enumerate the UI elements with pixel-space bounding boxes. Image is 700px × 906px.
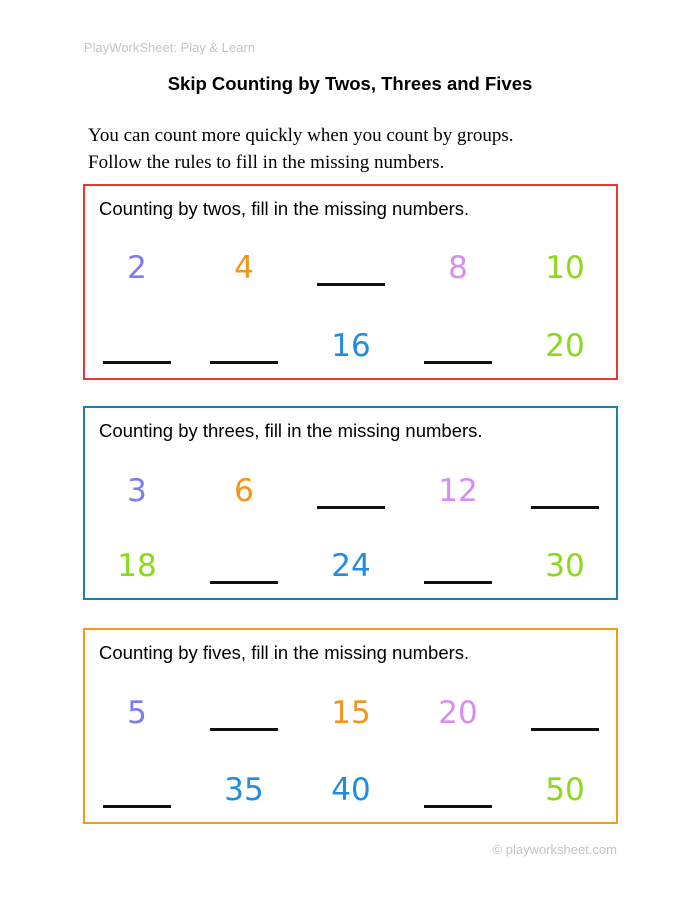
answer-blank[interactable] (311, 244, 391, 292)
number-cell: 18 (117, 548, 157, 584)
blank-line (531, 728, 599, 731)
blank-line (424, 581, 492, 584)
brand-header: PlayWorkSheet: Play & Learn (84, 40, 256, 55)
number-row (85, 467, 616, 515)
number-row (85, 689, 616, 737)
answer-blank[interactable] (204, 542, 284, 590)
number-cell: 50 (545, 772, 585, 808)
answer-blank[interactable] (204, 689, 284, 737)
number-cell: 24 (331, 548, 371, 584)
blank-line (317, 506, 385, 509)
number-cell: 2 (127, 250, 147, 286)
answer-blank[interactable] (97, 322, 177, 370)
number-cell: 20 (545, 328, 585, 364)
number-cell: 35 (224, 772, 264, 808)
blank-line (531, 506, 599, 509)
section-threes (83, 406, 618, 600)
answer-blank[interactable] (311, 467, 391, 515)
blank-line (103, 805, 171, 808)
number-cell: 40 (331, 772, 371, 808)
number-cell: 12 (438, 473, 478, 509)
intro-line-1: You can count more quickly when you count by groups. (88, 125, 514, 146)
blank-line (424, 805, 492, 808)
answer-blank[interactable] (97, 766, 177, 814)
number-cell: 3 (127, 473, 147, 509)
answer-blank[interactable] (418, 766, 498, 814)
blank-line (317, 283, 385, 286)
number-cell: 6 (234, 473, 254, 509)
number-cell: 8 (448, 250, 468, 286)
number-cell: 15 (331, 695, 371, 731)
answer-blank[interactable] (418, 542, 498, 590)
answer-blank[interactable] (525, 689, 605, 737)
copyright-footer: © playworksheet.com (492, 842, 617, 857)
blank-line (424, 361, 492, 364)
section-twos (83, 184, 618, 380)
section-fives (83, 628, 618, 824)
number-cell: 20 (438, 695, 478, 731)
number-cell: 16 (331, 328, 371, 364)
number-row (85, 244, 616, 292)
blank-line (103, 361, 171, 364)
number-cell: 5 (127, 695, 147, 731)
page-title: Skip Counting by Twos, Threes and Fives (167, 73, 533, 94)
blank-line (210, 361, 278, 364)
number-cell: 30 (545, 548, 585, 584)
number-cell: 4 (234, 250, 254, 286)
answer-blank[interactable] (204, 322, 284, 370)
blank-line (210, 728, 278, 731)
intro-line-2: Follow the rules to fill in the missing numbers. (88, 152, 445, 173)
blank-line (210, 581, 278, 584)
section-instruction: Counting by threes, fill in the missing numbers. (99, 420, 483, 441)
section-instruction: Counting by fives, fill in the missing numbers. (99, 642, 470, 663)
number-row (85, 542, 616, 590)
intro-text (88, 122, 514, 176)
number-row (85, 322, 616, 370)
section-instruction: Counting by twos, fill in the missing numbers. (99, 198, 470, 219)
number-row (85, 766, 616, 814)
number-cell: 10 (545, 250, 585, 286)
answer-blank[interactable] (418, 322, 498, 370)
answer-blank[interactable] (525, 467, 605, 515)
